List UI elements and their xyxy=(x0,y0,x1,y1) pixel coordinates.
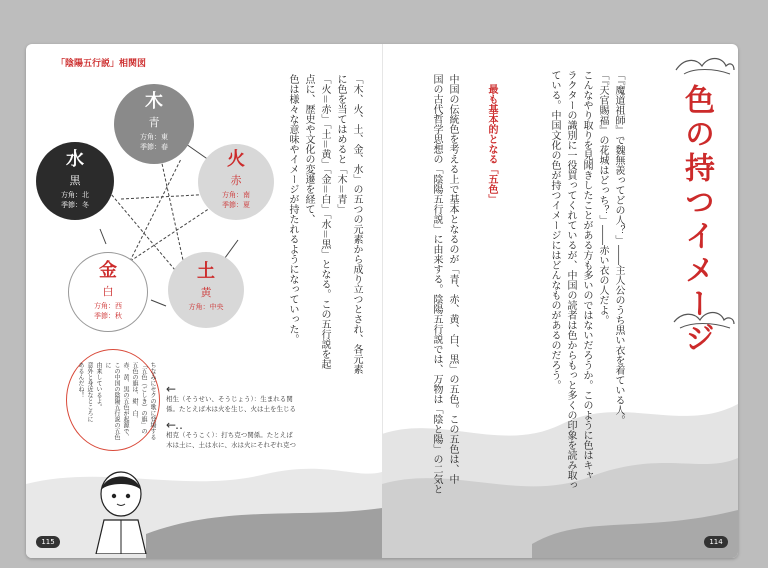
element-color: 黄 xyxy=(200,286,212,299)
element-fire xyxy=(198,144,274,220)
element-direction: 方角：北 xyxy=(61,191,89,199)
figure-caption: 「陰陽五行説」相関図 xyxy=(56,59,147,69)
element-color: 黒 xyxy=(69,174,81,187)
intro-column: こんなやり取りを見聞きしたことがある方も多いのではないだろうか。このように色はキャ xyxy=(581,70,592,480)
bubble-line: 由来しているよ。 xyxy=(95,362,102,410)
page-title: 色の持つイメージ xyxy=(679,84,714,356)
legend-sousei: 相生（そうせい、そうじょう）：生まれる関係。たとえば木は火を生じ、火は土を生じる xyxy=(166,395,296,413)
body-column: 色は様々な意味やイメージが持たれるようになっていった。 xyxy=(287,74,298,344)
intro-column: ている。中国文化の色が持つイメージにはどんなものがあるのだろう。 xyxy=(549,70,560,390)
book-spread xyxy=(26,44,738,558)
bubble-line: ちなみにセクの歌に登場する xyxy=(149,362,156,440)
element-color: 青 xyxy=(148,116,160,129)
element-color: 赤 xyxy=(230,174,242,187)
page-number-left: 115 xyxy=(36,536,60,548)
cloud-ornament-bottom-icon xyxy=(672,308,736,332)
character-illustration xyxy=(86,464,156,554)
section-heading: 最も基本的となる「五色」 xyxy=(486,84,497,204)
element-kanji: 火 xyxy=(227,149,245,170)
section-column: 国の古代哲学思想の「陰陽五行説」に由来する。陰陽五行説では、万物は「陰と陽」の二気と xyxy=(431,74,442,494)
body-column: 「火＝赤」「土＝黄」「金＝白」「水＝黒」となる。この五行説を起点に、歴史や文化の変遷を経て、 xyxy=(303,74,330,369)
bubble-text xyxy=(76,362,157,440)
element-kanji: 金 xyxy=(99,260,117,281)
intro-column: 「『天官賜福』の花城はどっち？」――赤い衣の人だよ。 xyxy=(597,70,608,325)
bubble-line: 五色の旗は、紺、白、 xyxy=(131,362,138,422)
section-column: 中国の伝統色を考える上で基本となるのが「青、赤、黄、白、黒」の五色。この五色は、中 xyxy=(447,74,458,484)
element-wood xyxy=(114,84,194,164)
body-column: 「木、火、土、金、水」の五つの元素から成り立つとされ、各元素に色を当てはめると「木＝青」 xyxy=(335,74,362,374)
dashed-arrow-icon: ←‥ xyxy=(166,418,183,432)
intro-text xyxy=(546,70,626,490)
element-direction: 方角：中央 xyxy=(188,303,224,311)
element-color: 白 xyxy=(102,285,114,298)
element-kanji: 木 xyxy=(145,91,163,112)
solid-arrow-icon: ← xyxy=(166,382,177,396)
element-season: 季節：冬 xyxy=(61,201,89,209)
element-metal xyxy=(68,252,148,332)
element-earth xyxy=(168,252,244,328)
element-direction: 方角：西 xyxy=(94,302,122,310)
element-kanji: 水 xyxy=(66,149,84,170)
page-number-right: 114 xyxy=(704,536,728,548)
bubble-line: 赤、黄、黒の五色が起源で、 xyxy=(122,362,129,440)
element-kanji: 土 xyxy=(197,261,215,282)
element-water xyxy=(36,142,114,220)
legend-soukoku: 相克（そうこく）：打ち克つ関係。たとえば木は土に、土は水に、水は火にそれぞれ克つ xyxy=(166,431,296,449)
intro-column: 「『魔道祖師』で魏無羨ってどの人？」――主人公のうち黒い衣を着ている人。 xyxy=(613,70,624,425)
element-direction: 方角：南 xyxy=(222,191,250,199)
bubble-line: あるんだね！ xyxy=(77,362,84,398)
bubble-line: 「五色（ごしき）の旗」の xyxy=(140,362,147,434)
element-season: 季節：夏 xyxy=(222,201,250,209)
element-direction: 方角：東 xyxy=(140,133,168,141)
element-season: 季節：秋 xyxy=(94,312,122,320)
intro-column: ラクターの識別に一役買ってくれているが、中国の読者は色からもっと多くの印象を読み取っ xyxy=(565,70,576,490)
legend xyxy=(166,384,296,450)
section-text xyxy=(428,74,460,504)
bubble-line: 意外と身近なところに xyxy=(86,362,93,422)
bubble-line: この中国の陰陽五行説の五色に xyxy=(104,362,120,440)
left-body-text xyxy=(284,74,364,374)
cloud-ornament-icon xyxy=(674,52,736,78)
element-season: 季節：春 xyxy=(140,143,168,151)
